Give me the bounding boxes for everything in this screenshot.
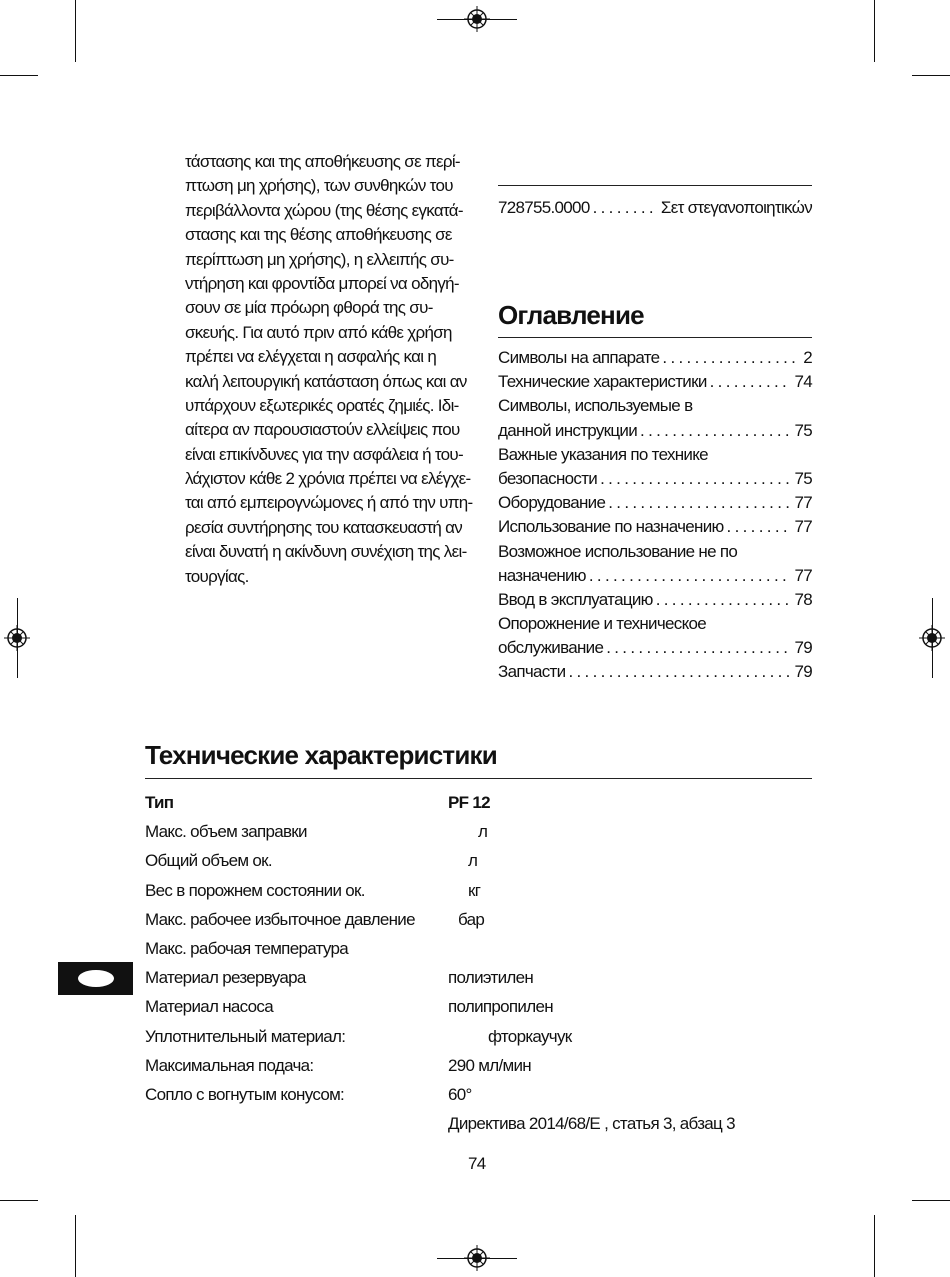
toc-entry-page: 78 — [794, 589, 812, 609]
crop-mark — [0, 1200, 38, 1201]
spec-label: Макс. объем заправки — [145, 822, 307, 842]
spec-label: Тип — [145, 793, 174, 812]
crop-mark — [437, 1258, 517, 1259]
text-line: σουν σε μία πρόωρη φθορά της συ- — [185, 298, 433, 318]
crop-mark — [17, 598, 18, 678]
toc-entry-label: данной инструкции — [498, 420, 638, 440]
toc-entry-label: Запчасти — [498, 662, 566, 682]
spec-label: Уплотнительный материал: — [145, 1026, 346, 1046]
leader-dots — [727, 515, 792, 539]
crop-mark — [0, 75, 38, 76]
spec-value: Директива 2014/68/Е , статья 3, абзац 3 — [448, 1114, 735, 1134]
text-line: τάστασης και της αποθήκευσης σε περί- — [185, 152, 460, 171]
language-tab-ellipse — [78, 970, 114, 987]
divider — [498, 337, 812, 338]
accessory-line — [498, 198, 812, 218]
specs-table — [145, 788, 815, 1138]
toc-entry-page: 75 — [794, 420, 812, 440]
toc-entry-label: безопасности — [498, 468, 598, 488]
text-line: ται από εμπειρογνώμονες ή από την υπη- — [185, 493, 473, 513]
spec-value: бар — [458, 909, 485, 929]
toc-entry-label: назначению — [498, 565, 586, 585]
toc-entry-label: Технические характеристики — [498, 372, 707, 392]
toc-entry-page: 77 — [794, 493, 812, 513]
text-line: καλή λειτουργική κατάσταση όπως και αν — [185, 371, 467, 391]
text-line: είναι δυνατή η ακίνδυνη συνέχιση της λει- — [185, 542, 467, 562]
leader-dots — [600, 467, 791, 491]
leader-dots — [662, 346, 800, 370]
table-of-contents — [498, 346, 812, 685]
text-line: σκευής. Για αυτό πριν από κάθε χρήση — [185, 322, 452, 342]
spec-row — [145, 992, 815, 1021]
spec-value: 60° — [448, 1084, 472, 1104]
leader-dots — [656, 588, 792, 612]
toc-entry — [498, 370, 812, 394]
toc-entry-page: 74 — [794, 372, 812, 392]
toc-entry-page: 77 — [794, 565, 812, 585]
toc-entry — [498, 491, 812, 515]
toc-entry — [498, 419, 812, 443]
toc-entry-line — [498, 612, 812, 636]
spec-row — [145, 905, 815, 934]
spec-value: 290 мл/мин — [448, 1055, 531, 1075]
toc-entry-label: обслуживание — [498, 638, 604, 658]
accessory-name: Σετ στεγανοποιητικών — [660, 198, 812, 217]
toc-entry-label: Важные указания по технике — [498, 444, 708, 464]
spec-value: л — [478, 822, 488, 842]
spec-label: Материал насоса — [145, 997, 273, 1017]
crop-mark — [874, 1215, 875, 1277]
toc-title: Оглавление — [498, 300, 644, 330]
language-tab — [58, 962, 133, 995]
toc-entry — [498, 564, 812, 588]
toc-entry — [498, 636, 812, 660]
accessory-number: 728755.0000 — [498, 198, 590, 217]
leader-dots — [568, 660, 791, 684]
toc-entry-page: 79 — [794, 638, 812, 658]
toc-entry-label: Возможное использование не по — [498, 541, 738, 561]
leader-dots — [608, 491, 791, 515]
toc-entry-page: 2 — [803, 348, 812, 367]
spec-label: Общий объем ок. — [145, 851, 272, 871]
text-line: ρεσία συντήρησης του κατασκευαστή αν — [185, 517, 463, 537]
spec-label: Сопло с вогнутым конусом: — [145, 1084, 345, 1104]
toc-entry — [498, 588, 812, 612]
spec-row — [145, 934, 815, 963]
toc-entry — [498, 346, 812, 370]
leader-dots — [640, 419, 791, 443]
spec-value: полипропилен — [448, 997, 553, 1017]
spec-value: PF 12 — [448, 793, 490, 812]
spec-row — [145, 817, 815, 846]
specs-title: Технические характеристики — [145, 740, 497, 770]
spec-row — [145, 963, 815, 992]
text-line: είναι επικίνδυνες για την ασφάλεια ή του- — [185, 444, 463, 464]
toc-entry-page: 77 — [794, 517, 812, 537]
toc-entry-label: Ввод в эксплуатацию — [498, 589, 653, 609]
spec-label: Вес в порожнем состоянии ок. — [145, 880, 365, 900]
text-line: υπάρχουν εξωτερικές ορατές ζημιές. Ιδι- — [185, 395, 459, 415]
crop-mark — [437, 19, 517, 20]
leader-dots — [606, 636, 791, 660]
toc-entry-line — [498, 540, 812, 564]
crop-mark — [874, 0, 875, 62]
spec-row — [145, 876, 815, 905]
toc-entry-line — [498, 443, 812, 467]
spec-label: Макс. рабочее избыточное давление — [145, 909, 415, 929]
body-text-greek — [185, 150, 475, 589]
crop-mark — [932, 598, 933, 678]
toc-entry-label: Использование по назначению — [498, 517, 724, 537]
toc-entry — [498, 515, 812, 539]
leader-dots — [710, 370, 792, 394]
leader-dots — [589, 564, 792, 588]
text-line: πρέπει να ελέγχεται η ασφαλής και η — [185, 347, 437, 367]
spec-row — [145, 1080, 815, 1109]
toc-entry-page: 75 — [794, 468, 812, 488]
spec-value: л — [468, 851, 478, 871]
toc-entry — [498, 660, 812, 684]
text-line: ντήρηση και φροντίδα μπορεί να οδηγή- — [185, 273, 459, 293]
leader-dots — [593, 198, 658, 218]
text-line: στασης και της θέσης αποθήκευσης σε — [185, 225, 452, 245]
crop-mark — [75, 0, 76, 62]
text-line: πτωση μη χρήσης), των συνθηκών του — [185, 176, 453, 196]
spec-value: фторкаучук — [488, 1026, 572, 1046]
crop-mark — [75, 1215, 76, 1277]
toc-entry-line — [498, 394, 812, 418]
text-line: τουργίας. — [185, 566, 249, 586]
toc-entry-label: Символы на аппарате — [498, 348, 660, 367]
spec-label: Материал резервуара — [145, 968, 306, 988]
page-number: 74 — [468, 1154, 486, 1173]
text-line: λάχιστον κάθε 2 χρόνια πρέπει να ελέγχε- — [185, 469, 471, 489]
toc-entry-label: Опорожнение и техническое — [498, 614, 707, 634]
spec-row — [145, 788, 815, 817]
text-line: περιβάλλοντα χώρου (της θέσης εγκατά- — [185, 200, 463, 220]
spec-value: полиэтилен — [448, 968, 534, 988]
crop-mark — [912, 75, 950, 76]
divider — [498, 185, 812, 186]
spec-row — [145, 1109, 815, 1138]
spec-row — [145, 1051, 815, 1080]
text-line: περίπτωση μη χρήσης), η ελλειπής συ- — [185, 249, 454, 269]
toc-entry — [498, 467, 812, 491]
spec-row — [145, 846, 815, 875]
crop-mark — [912, 1200, 950, 1201]
divider — [145, 778, 812, 779]
toc-entry-label: Оборудование — [498, 493, 606, 513]
spec-label: Максимальная подача: — [145, 1055, 314, 1075]
spec-label: Макс. рабочая температура — [145, 938, 348, 958]
toc-entry-label: Символы, используемые в — [498, 396, 693, 416]
spec-value: кг — [468, 880, 481, 900]
spec-row — [145, 1022, 815, 1051]
text-line: αίτερα αν παρουσιαστούν ελλείψεις που — [185, 420, 460, 440]
toc-entry-page: 79 — [794, 662, 812, 682]
